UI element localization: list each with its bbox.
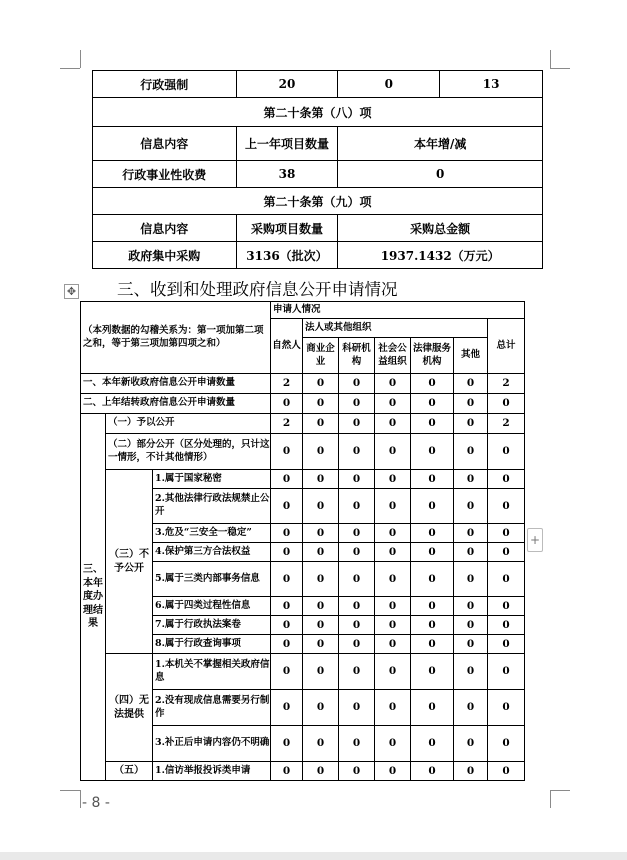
value-cell: 0 xyxy=(303,562,339,597)
value-cell: 0 xyxy=(454,726,488,762)
value-cell: 0 xyxy=(339,434,375,470)
col-header: 上一年项目数量 xyxy=(236,127,338,161)
value-cell: 0 xyxy=(411,543,454,562)
value-cell: 0 xyxy=(454,394,488,414)
value-cell: 0 xyxy=(339,543,375,562)
col-header: 本年增/减 xyxy=(338,127,543,161)
value-cell: 0 xyxy=(303,654,339,690)
group-label: （五） xyxy=(106,762,153,781)
value-cell: 0 xyxy=(375,597,411,616)
row-label: （二）部分公开（区分处理的，只计这一情形，不计其他情形） xyxy=(106,434,271,470)
value-cell: 0 xyxy=(454,562,488,597)
value-cell: 0 xyxy=(271,562,303,597)
col-header: 信息内容 xyxy=(93,215,237,242)
value-cell: 0 xyxy=(375,414,411,434)
value-cell: 0 xyxy=(411,616,454,635)
value-cell: 0 xyxy=(271,543,303,562)
value-cell: 0 xyxy=(375,394,411,414)
row-label: 一、本年新收政府信息公开申请数量 xyxy=(81,374,271,394)
value-cell: 0 xyxy=(375,489,411,524)
value-cell: 0 xyxy=(411,726,454,762)
col-header: 采购项目数量 xyxy=(236,215,338,242)
sub-header: 其他 xyxy=(454,338,488,374)
value-cell: 0 xyxy=(303,635,339,654)
value-cell: 0 xyxy=(375,635,411,654)
value-cell: 0 xyxy=(339,635,375,654)
value-cell: 0 xyxy=(303,726,339,762)
value-cell: 0 xyxy=(454,654,488,690)
value-cell: 0 xyxy=(488,434,525,470)
row-label: 7.属于行政执法案卷 xyxy=(153,616,271,635)
value-cell: 0 xyxy=(271,762,303,781)
row-label: 3.补正后申请内容仍不明确 xyxy=(153,726,271,762)
value-cell: 0 xyxy=(271,597,303,616)
value-cell: 0 xyxy=(271,394,303,414)
value-cell: 0 xyxy=(488,616,525,635)
sub-header: 科研机构 xyxy=(339,338,375,374)
col-header: 采购总金额 xyxy=(338,215,543,242)
value-cell: 2 xyxy=(488,414,525,434)
value-cell: 0 xyxy=(411,394,454,414)
value-cell: 0 xyxy=(454,762,488,781)
value-cell: 0 xyxy=(454,543,488,562)
cell: 20 xyxy=(236,71,338,98)
cell: 13 xyxy=(440,71,543,98)
value-cell: 2 xyxy=(271,374,303,394)
col-header: 信息内容 xyxy=(93,127,237,161)
applicant-header: 申请人情况 xyxy=(271,302,525,319)
value-cell: 0 xyxy=(454,489,488,524)
value-cell: 0 xyxy=(411,562,454,597)
page-number: - 8 - xyxy=(82,795,110,811)
value-cell: 2 xyxy=(488,374,525,394)
value-cell: 0 xyxy=(454,635,488,654)
value-cell: 0 xyxy=(375,562,411,597)
cell: 3136（批次） xyxy=(236,242,338,269)
value-cell: 0 xyxy=(454,616,488,635)
row-label: 2.没有现成信息需要另行制作 xyxy=(153,690,271,726)
value-cell: 0 xyxy=(454,470,488,489)
group-label: 三、本年度办理结果 xyxy=(81,414,106,781)
legal-entity-header: 法人或其他组织 xyxy=(303,319,488,338)
value-cell: 0 xyxy=(488,470,525,489)
value-cell: 0 xyxy=(339,562,375,597)
row-label: 政府集中采购 xyxy=(93,242,237,269)
application-table xyxy=(80,301,525,781)
value-cell: 0 xyxy=(303,470,339,489)
note-cell: （本列数据的勾稽关系为：第一项加第二项之和，等于第三项加第四项之和） xyxy=(81,302,271,374)
value-cell: 0 xyxy=(488,524,525,543)
value-cell: 0 xyxy=(339,489,375,524)
value-cell: 0 xyxy=(339,524,375,543)
value-cell: 0 xyxy=(271,690,303,726)
value-cell: 0 xyxy=(454,690,488,726)
crop-mark xyxy=(80,50,81,68)
value-cell: 0 xyxy=(303,489,339,524)
row-label: 5.属于三类内部事务信息 xyxy=(153,562,271,597)
value-cell: 0 xyxy=(411,524,454,543)
value-cell: 0 xyxy=(375,690,411,726)
value-cell: 0 xyxy=(375,524,411,543)
value-cell: 0 xyxy=(375,543,411,562)
row-label: 6.属于四类过程性信息 xyxy=(153,597,271,616)
cell: 0 xyxy=(338,161,543,188)
value-cell: 0 xyxy=(339,762,375,781)
value-cell: 2 xyxy=(271,414,303,434)
row-label: 3.危及“三安全一稳定” xyxy=(153,524,271,543)
crop-mark xyxy=(550,790,551,808)
value-cell: 0 xyxy=(271,635,303,654)
value-cell: 0 xyxy=(303,543,339,562)
value-cell: 0 xyxy=(303,434,339,470)
cell: 38 xyxy=(236,161,338,188)
value-cell: 0 xyxy=(454,374,488,394)
row-label: 1.属于国家秘密 xyxy=(153,470,271,489)
value-cell: 0 xyxy=(488,690,525,726)
value-cell: 0 xyxy=(454,414,488,434)
group-label: （三）不予公开 xyxy=(106,470,153,654)
value-cell: 0 xyxy=(488,489,525,524)
value-cell: 0 xyxy=(411,635,454,654)
value-cell: 0 xyxy=(375,434,411,470)
value-cell: 0 xyxy=(411,597,454,616)
crop-mark xyxy=(60,68,80,69)
value-cell: 0 xyxy=(271,654,303,690)
row-label: 8.属于行政查询事项 xyxy=(153,635,271,654)
value-cell: 0 xyxy=(339,690,375,726)
value-cell: 0 xyxy=(303,374,339,394)
disclosure-table-top xyxy=(92,70,543,269)
table-move-handle[interactable]: ✥ xyxy=(64,284,79,299)
value-cell: 0 xyxy=(488,654,525,690)
value-cell: 0 xyxy=(271,726,303,762)
sub-header: 商业企业 xyxy=(303,338,339,374)
group-label: （四）无法提供 xyxy=(106,654,153,762)
section-header: 第二十条第（九）项 xyxy=(93,188,543,215)
value-cell: 0 xyxy=(339,394,375,414)
cell: 0 xyxy=(338,71,440,98)
value-cell: 0 xyxy=(339,470,375,489)
value-cell: 0 xyxy=(454,434,488,470)
section-header: 第二十条第（八）项 xyxy=(93,98,543,127)
value-cell: 0 xyxy=(488,394,525,414)
value-cell: 0 xyxy=(339,726,375,762)
row-label: 4.保护第三方合法权益 xyxy=(153,543,271,562)
value-cell: 0 xyxy=(411,762,454,781)
value-cell: 0 xyxy=(375,654,411,690)
sub-header: 社会公益组织 xyxy=(375,338,411,374)
value-cell: 0 xyxy=(488,762,525,781)
row-label: 行政事业性收费 xyxy=(93,161,237,188)
crop-mark xyxy=(550,50,551,68)
value-cell: 0 xyxy=(375,726,411,762)
value-cell: 0 xyxy=(303,524,339,543)
value-cell: 0 xyxy=(339,374,375,394)
value-cell: 0 xyxy=(411,470,454,489)
value-cell: 0 xyxy=(375,470,411,489)
value-cell: 0 xyxy=(375,762,411,781)
row-label: 二、上年结转政府信息公开申请数量 xyxy=(81,394,271,414)
value-cell: 0 xyxy=(303,414,339,434)
value-cell: 0 xyxy=(339,616,375,635)
row-label: 1.信访举报投诉类申请 xyxy=(153,762,271,781)
value-cell: 0 xyxy=(488,543,525,562)
crop-mark xyxy=(80,790,81,808)
value-cell: 0 xyxy=(271,489,303,524)
sub-header: 法律服务机构 xyxy=(411,338,454,374)
value-cell: 0 xyxy=(411,489,454,524)
total-header: 总计 xyxy=(488,319,525,374)
value-cell: 0 xyxy=(303,762,339,781)
value-cell: 0 xyxy=(488,597,525,616)
value-cell: 0 xyxy=(411,374,454,394)
value-cell: 0 xyxy=(271,470,303,489)
value-cell: 0 xyxy=(411,414,454,434)
section-heading: 三、收到和处理政府信息公开申请情况 xyxy=(117,280,398,299)
value-cell: 0 xyxy=(488,635,525,654)
row-label: 2.其他法律行政法规禁止公开 xyxy=(153,489,271,524)
value-cell: 0 xyxy=(303,690,339,726)
value-cell: 0 xyxy=(375,374,411,394)
value-cell: 0 xyxy=(454,524,488,543)
value-cell: 0 xyxy=(411,690,454,726)
value-cell: 0 xyxy=(271,434,303,470)
value-cell: 0 xyxy=(411,434,454,470)
value-cell: 0 xyxy=(303,394,339,414)
add-column-icon[interactable]: + xyxy=(527,528,543,552)
row-label: （一）予以公开 xyxy=(106,414,271,434)
cell: 1937.1432（万元） xyxy=(338,242,543,269)
value-cell: 0 xyxy=(339,654,375,690)
natural-person-header: 自然人 xyxy=(271,319,303,374)
crop-mark xyxy=(60,790,80,791)
value-cell: 0 xyxy=(375,616,411,635)
value-cell: 0 xyxy=(271,616,303,635)
crop-mark xyxy=(550,790,570,791)
row-label: 1.本机关不掌握相关政府信息 xyxy=(153,654,271,690)
value-cell: 0 xyxy=(411,654,454,690)
value-cell: 0 xyxy=(303,597,339,616)
value-cell: 0 xyxy=(488,726,525,762)
crop-mark xyxy=(550,68,570,69)
value-cell: 0 xyxy=(454,597,488,616)
value-cell: 0 xyxy=(303,616,339,635)
value-cell: 0 xyxy=(339,597,375,616)
value-cell: 0 xyxy=(339,414,375,434)
row-label: 行政强制 xyxy=(93,71,237,98)
value-cell: 0 xyxy=(488,562,525,597)
value-cell: 0 xyxy=(271,524,303,543)
